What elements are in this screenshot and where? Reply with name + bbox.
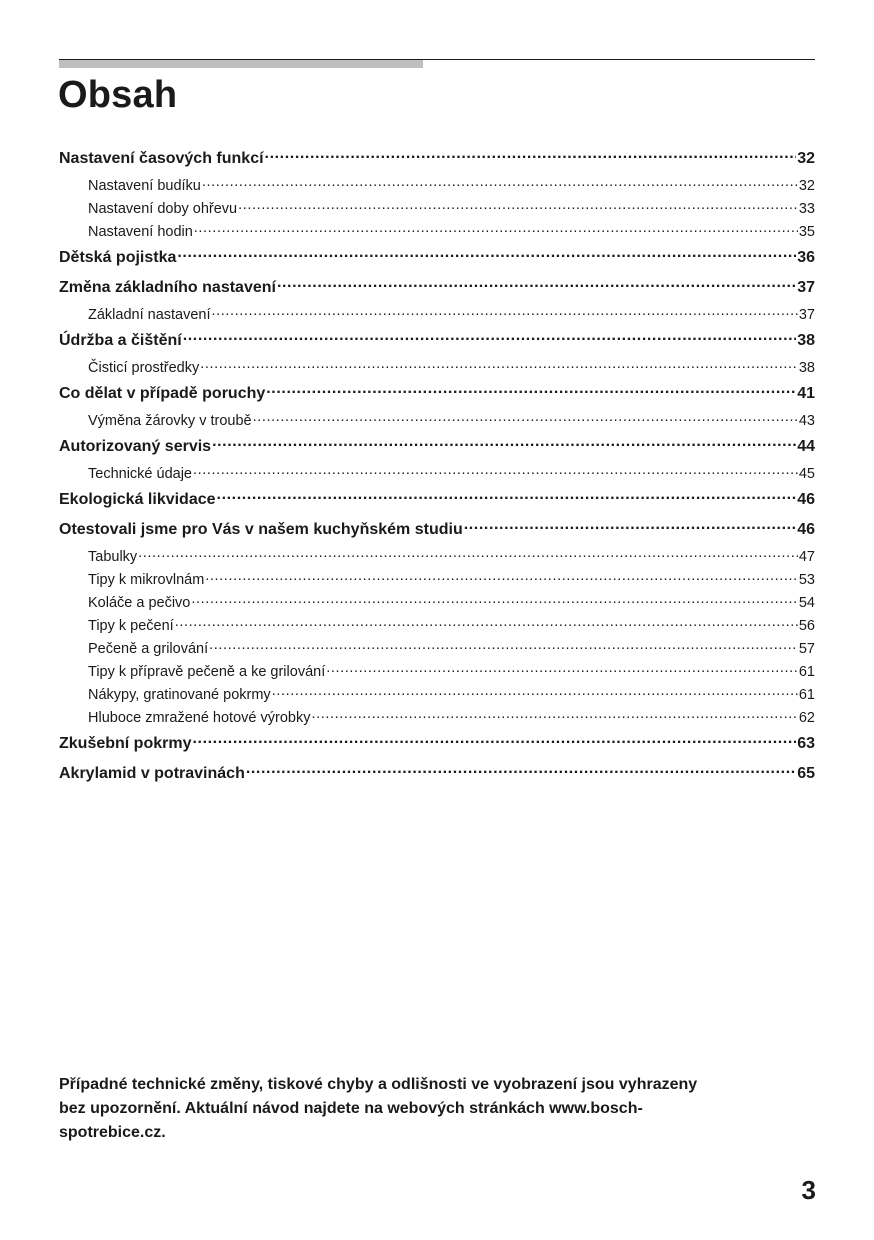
toc-entry-title: Ekologická likvidace [59, 491, 216, 508]
toc-leader-dots [326, 661, 798, 676]
toc-entry-sub[interactable] [59, 661, 815, 684]
footer-line: Případné technické změny, tiskové chyby a odlišnosti ve vyobrazení jsou vyhrazeny [59, 1076, 698, 1093]
toc-entry-sub[interactable] [59, 546, 815, 569]
toc-leader-dots [205, 569, 798, 584]
toc-leader-dots [183, 329, 797, 345]
toc-entry-main[interactable] [59, 486, 815, 516]
toc-entry-page: 43 [798, 412, 815, 429]
toc-leader-dots [200, 357, 798, 372]
footer-note [59, 1073, 819, 1145]
toc-entry-title: Tipy k mikrovlnám [88, 571, 205, 588]
toc-entry-page: 33 [798, 200, 815, 217]
toc-entry-page: 65 [797, 765, 815, 782]
toc-entry-page: 45 [798, 465, 815, 482]
toc-leader-dots [266, 382, 796, 398]
toc-entry-page: 46 [797, 521, 815, 538]
toc-entry-title: Nastavení hodin [88, 223, 193, 240]
toc-entry-sub[interactable] [59, 684, 815, 707]
table-of-contents [59, 145, 815, 790]
toc-entry-sub[interactable] [59, 615, 815, 638]
toc-entry-main[interactable] [59, 380, 815, 410]
toc-entry-page: 44 [797, 438, 815, 455]
toc-entry-title: Výměna žárovky v troubě [88, 412, 252, 429]
toc-leader-dots [277, 276, 796, 292]
toc-entry-title: Technické údaje [88, 465, 192, 482]
toc-leader-dots [212, 435, 796, 451]
toc-entry-main[interactable] [59, 730, 815, 760]
toc-entry-title: Údržba a čištění [59, 332, 182, 349]
toc-entry-title: Otestovali jsme pro Vás v našem kuchyňském studiu [59, 521, 463, 538]
toc-leader-dots [212, 304, 798, 319]
toc-entry-sub[interactable] [59, 221, 815, 244]
toc-entry-page: 38 [797, 332, 815, 349]
toc-entry-title: Co dělat v případě poruchy [59, 385, 266, 402]
toc-entry-title: Autorizovaný servis [59, 438, 212, 455]
toc-leader-dots [194, 221, 798, 236]
toc-entry-page: 32 [797, 150, 815, 167]
toc-entry-page: 37 [797, 279, 815, 296]
toc-entry-main[interactable] [59, 327, 815, 357]
toc-entry-main[interactable] [59, 244, 815, 274]
toc-entry-title: Nastavení budíku [88, 177, 201, 194]
toc-entry-page: 54 [798, 594, 815, 611]
toc-leader-dots [138, 546, 798, 561]
toc-entry-page: 46 [797, 491, 815, 508]
toc-entry-sub[interactable] [59, 707, 815, 730]
toc-entry-title: Tipy k pečení [88, 617, 174, 634]
toc-entry-title: Nákypy, gratinované pokrmy [88, 686, 271, 703]
page-title: Obsah [58, 74, 178, 116]
toc-entry-page: 32 [798, 177, 815, 194]
toc-entry-sub[interactable] [59, 638, 815, 661]
toc-entry-sub[interactable] [59, 175, 815, 198]
toc-leader-dots [265, 147, 797, 163]
toc-leader-dots [217, 488, 797, 504]
toc-entry-main[interactable] [59, 433, 815, 463]
toc-entry-main[interactable] [59, 516, 815, 546]
toc-entry-sub[interactable] [59, 357, 815, 380]
toc-entry-title: Dětská pojistka [59, 249, 177, 266]
toc-entry-page: 38 [798, 359, 815, 376]
toc-entry-page: 53 [798, 571, 815, 588]
toc-leader-dots [238, 198, 798, 213]
toc-entry-page: 35 [798, 223, 815, 240]
toc-leader-dots [464, 518, 796, 534]
toc-entry-sub[interactable] [59, 569, 815, 592]
toc-entry-page: 62 [798, 709, 815, 726]
toc-entry-main[interactable] [59, 760, 815, 790]
toc-entry-title: Čisticí prostředky [88, 359, 200, 376]
toc-entry-sub[interactable] [59, 198, 815, 221]
toc-leader-dots [192, 732, 796, 748]
toc-entry-sub[interactable] [59, 592, 815, 615]
toc-leader-dots [177, 246, 796, 262]
toc-entry-page: 41 [797, 385, 815, 402]
toc-entry-sub[interactable] [59, 410, 815, 433]
toc-entry-title: Tabulky [88, 548, 138, 565]
toc-leader-dots [209, 638, 798, 653]
toc-entry-title: Změna základního nastavení [59, 279, 276, 296]
toc-entry-title: Hluboce zmražené hotové výrobky [88, 709, 311, 726]
top-rule-accent [59, 60, 423, 68]
toc-leader-dots [175, 615, 798, 630]
toc-entry-sub[interactable] [59, 304, 815, 327]
footer-line: bez upozornění. Aktuální návod najdete na webových stránkách www.bosch- [59, 1100, 643, 1117]
toc-entry-page: 57 [798, 640, 815, 657]
toc-leader-dots [191, 592, 797, 607]
toc-entry-main[interactable] [59, 274, 815, 304]
page-number: 3 [801, 1175, 816, 1205]
toc-entry-page: 61 [798, 663, 815, 680]
toc-entry-page: 56 [798, 617, 815, 634]
toc-entry-title: Nastavení časových funkcí [59, 150, 264, 167]
toc-leader-dots [253, 410, 798, 425]
toc-entry-title: Koláče a pečivo [88, 594, 191, 611]
toc-entry-page: 36 [797, 249, 815, 266]
toc-entry-main[interactable] [59, 145, 815, 175]
toc-leader-dots [311, 707, 797, 722]
toc-entry-page: 61 [798, 686, 815, 703]
footer-line: spotrebice.cz. [59, 1124, 166, 1141]
toc-entry-title: Pečeně a grilování [88, 640, 209, 657]
toc-entry-page: 47 [798, 548, 815, 565]
toc-leader-dots [272, 684, 798, 699]
toc-leader-dots [202, 175, 798, 190]
toc-entry-title: Tipy k přípravě pečeně a ke grilování [88, 663, 326, 680]
toc-entry-page: 37 [798, 306, 815, 323]
toc-entry-page: 63 [797, 735, 815, 752]
toc-entry-title: Nastavení doby ohřevu [88, 200, 238, 217]
toc-leader-dots [193, 463, 798, 478]
toc-entry-title: Základní nastavení [88, 306, 211, 323]
toc-leader-dots [246, 762, 796, 778]
toc-entry-title: Akrylamid v potravinách [59, 765, 245, 782]
toc-entry-sub[interactable] [59, 463, 815, 486]
toc-entry-title: Zkušební pokrmy [59, 735, 192, 752]
